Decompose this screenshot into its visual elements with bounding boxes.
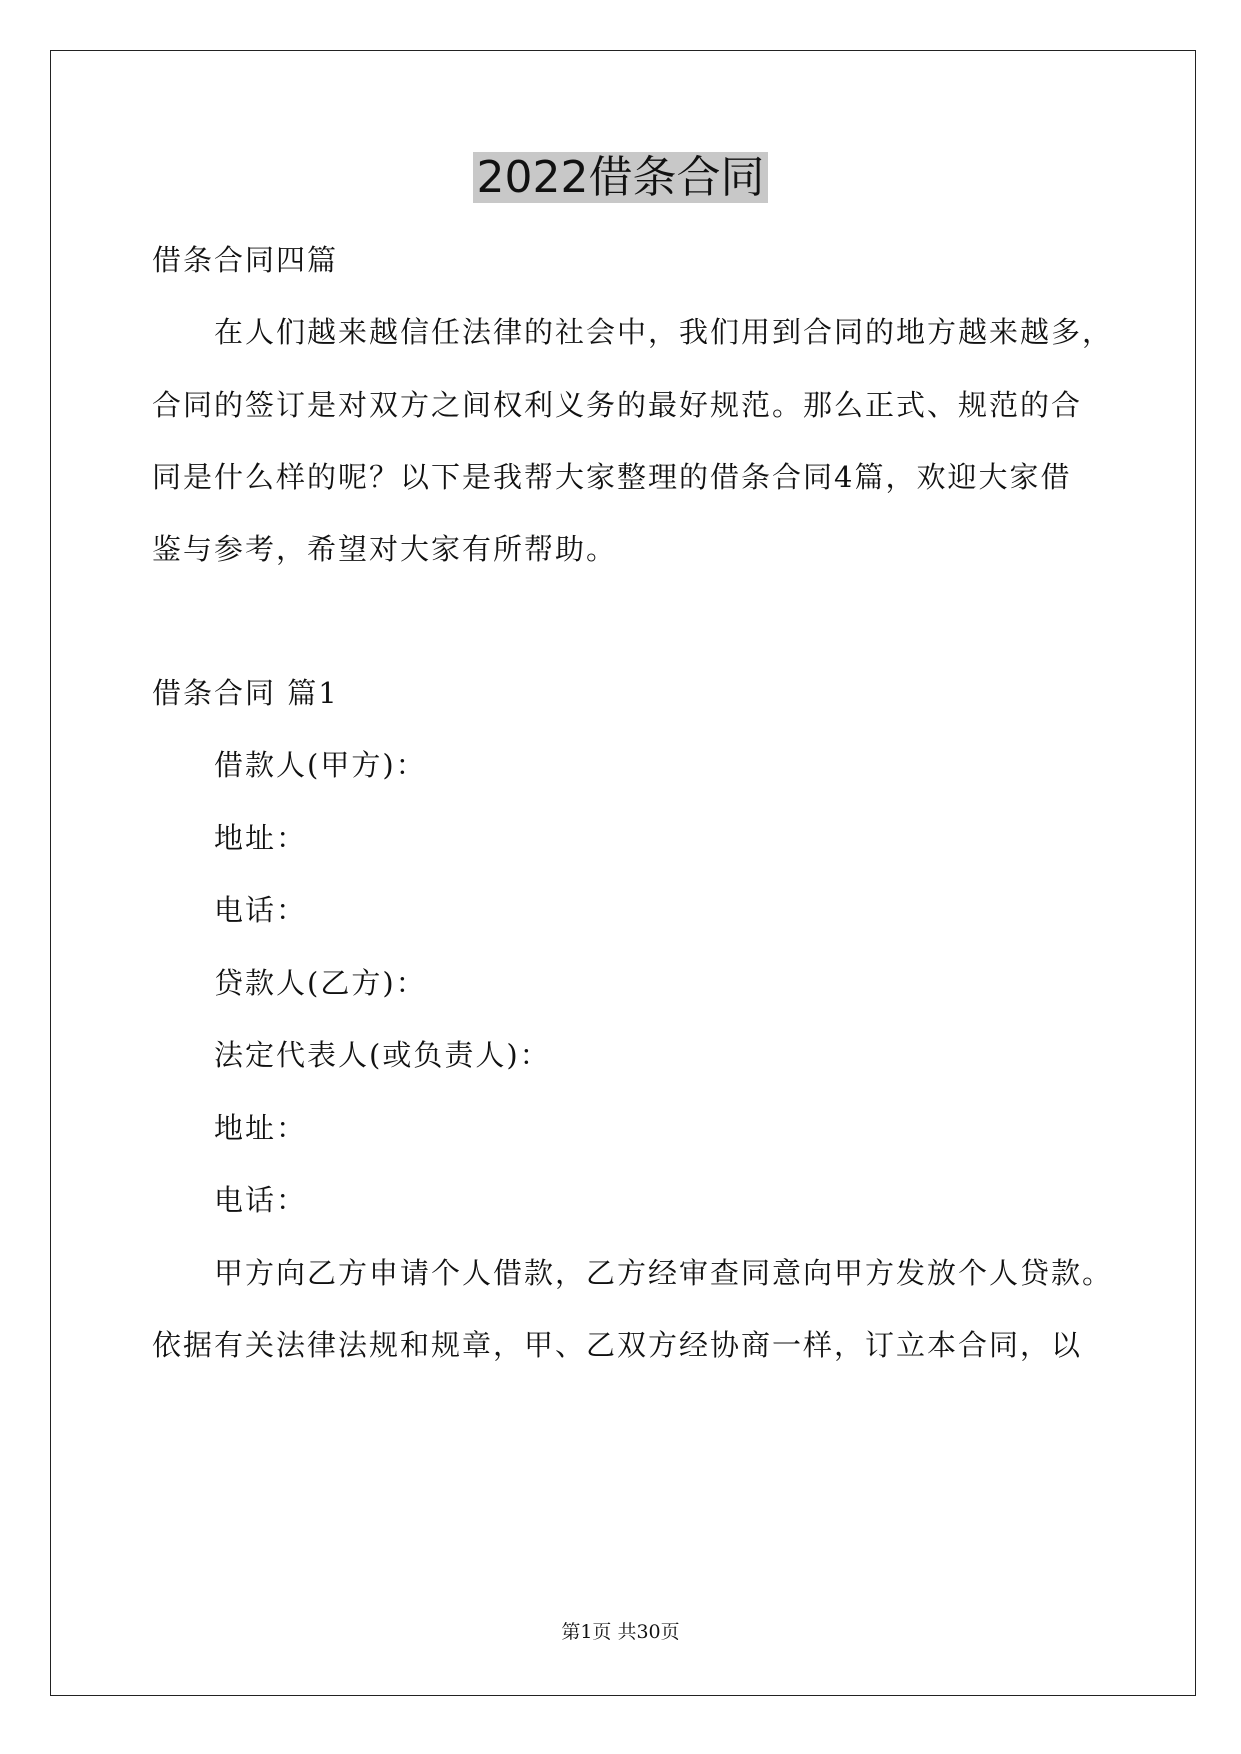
intro-line: 合同的签订是对双方之间权利义务的最好规范。那么正式、规范的合 <box>152 388 1083 422</box>
body-line: 依据有关法律法规和规章，甲、乙双方经协商一样，订立本合同，以 <box>152 1328 1083 1362</box>
field-lender: 贷款人(乙方)： <box>214 966 427 1000</box>
document-title <box>0 148 1241 208</box>
field-address: 地址： <box>214 1111 308 1145</box>
page-number: 第1页 共30页 <box>561 1621 680 1643</box>
field-phone: 电话： <box>214 1183 308 1217</box>
body-line: 甲方向乙方申请个人借款，乙方经审查同意向甲方发放个人贷款。 <box>214 1256 1114 1290</box>
page-border <box>50 50 1196 1696</box>
field-phone: 电话： <box>214 893 308 927</box>
document-title-text: 2022借条合同 <box>473 152 769 203</box>
field-legal-representative: 法定代表人(或负责人)： <box>214 1038 551 1072</box>
intro-line: 鉴与参考，希望对大家有所帮助。 <box>152 532 618 566</box>
field-address: 地址： <box>214 821 308 855</box>
intro-line: 同是什么样的呢？以下是我帮大家整理的借条合同4篇，欢迎大家借 <box>152 460 1072 494</box>
field-borrower: 借款人(甲方)： <box>214 748 427 782</box>
document-heading: 借条合同四篇 <box>152 243 339 277</box>
intro-line: 在人们越来越信任法律的社会中，我们用到合同的地方越来越多， <box>214 315 1114 349</box>
section-heading: 借条合同 篇1 <box>152 676 339 710</box>
